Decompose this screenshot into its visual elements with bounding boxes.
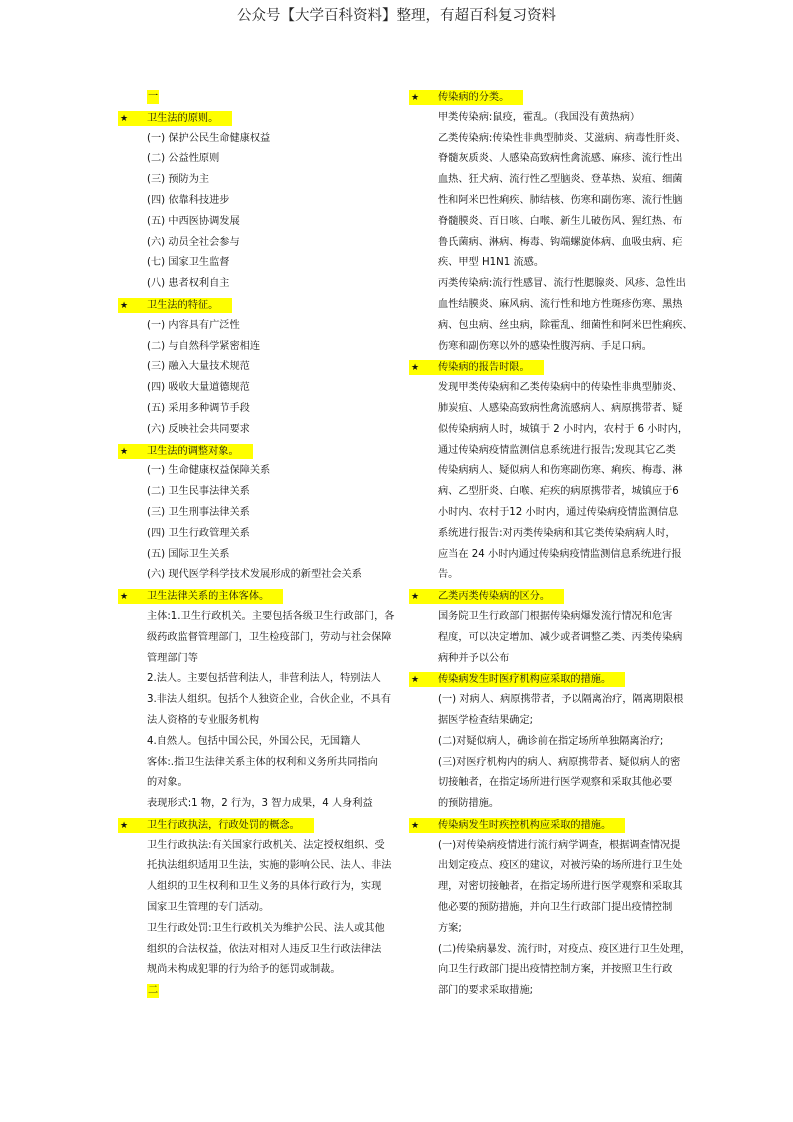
section-heading: [118, 295, 403, 316]
text-line: 脊髓灰质炎、人感染高致病性禽流感、麻疹、流行性出: [438, 153, 683, 165]
text-line: 向卫生行政部门提出疫情控制方案，并按照卫生行政: [438, 964, 673, 976]
text-line: 部门的要求采取措施;: [438, 985, 534, 997]
text-line: 告。: [438, 569, 459, 581]
text-line: (五) 中西医协调发展: [147, 215, 240, 227]
section-heading: [409, 669, 694, 690]
section-marker: [118, 87, 403, 108]
heading-highlight: [409, 90, 523, 105]
section-heading: [118, 108, 403, 129]
star-bullet-icon: ★: [411, 363, 420, 374]
text-line: 卫生行政执法:有关国家行政机关、法定授权组织、受: [147, 839, 385, 851]
text-line: (四) 依靠科技进步: [147, 194, 230, 206]
heading-highlight: [118, 444, 253, 459]
text-line: (一) 内容具有广泛性: [147, 319, 240, 331]
section-heading: [409, 586, 694, 607]
section-number-mark: 一: [148, 91, 159, 102]
right-column: [409, 87, 694, 1002]
text-line: (六) 现代医学科学技术发展形成的新型社会关系: [147, 569, 362, 581]
text-line: 肺炭疽、人感染高致病性禽流感病人、病原携带者、疑: [438, 402, 683, 414]
star-bullet-icon: ★: [120, 592, 129, 603]
left-column: [118, 87, 403, 1002]
text-line: 托执法组织适用卫生法，实施的影响公民、法人、非法: [147, 860, 392, 872]
section-heading: [409, 357, 694, 378]
text-line: (六) 反映社会共同要求: [147, 423, 250, 435]
text-line: 病、乙型肝炎、白喉、疟疾的病原携带者，城镇应于6: [438, 486, 679, 498]
text-line: (四) 吸收大量道德规范: [147, 382, 250, 394]
text-line: 4.自然人。包括中国公民，外国公民，无国籍人: [147, 735, 361, 747]
text-line: 血热、狂犬病、流行性乙型脑炎、登革热、炭疽、细菌: [438, 174, 683, 186]
text-line: 传染病病人、疑似病人和伤寒副伤寒、痢疾、梅毒、淋: [438, 465, 683, 477]
heading-highlight: [118, 111, 232, 126]
text-line: 人组织的卫生权利和卫生义务的具体行政行为，实现: [147, 881, 382, 893]
heading-text: 卫生法律关系的主体客体。: [147, 591, 270, 603]
star-bullet-icon: ★: [120, 300, 129, 311]
text-line: (六) 动员全社会参与: [147, 236, 240, 248]
heading-text: 卫生法的调整对象。: [147, 445, 239, 457]
text-line: 组织的合法权益，依法对相对人违反卫生行政法律法: [147, 943, 382, 955]
section-marker: [118, 981, 403, 1002]
heading-highlight: [118, 818, 314, 833]
text-line: (一) 保护公民生命健康权益: [147, 132, 271, 144]
text-line: 发现甲类传染病和乙类传染病中的传染性非典型肺炎、: [438, 382, 683, 394]
star-bullet-icon: ★: [120, 113, 129, 124]
text-line: 级药政监督管理部门，卫生检疫部门，劳动与社会保障: [147, 631, 392, 643]
heading-highlight: [409, 818, 625, 833]
text-line: (三) 卫生刑事法律关系: [147, 506, 250, 518]
star-bullet-icon: ★: [120, 820, 129, 831]
text-line: 血性结膜炎、麻风病、流行性和地方性斑疹伤寒、黑热: [438, 298, 683, 310]
heading-text: 卫生法的原则。: [147, 112, 219, 124]
text-line: 病种并予以公布: [438, 652, 510, 664]
text-line: 国务院卫生行政部门根据传染病爆发流行情况和危害: [438, 610, 673, 622]
text-line: 客体:.指卫生法律关系主体的权利和义务所共同指向: [147, 756, 378, 768]
text-line: 主体:1.卫生行政机关。主要包括各级卫生行政部门，各: [147, 610, 395, 622]
heading-text: 卫生法的特征。: [147, 299, 219, 311]
text-line: 据医学检查结果确定;: [438, 714, 534, 726]
text-line: 程度，可以决定增加、减少或者调整乙类、丙类传染病: [438, 631, 683, 643]
text-line: (二) 与自然科学紧密相连: [147, 340, 261, 352]
text-line: 应当在 24 小时内通过传染病疫情监测信息系统进行报: [438, 548, 682, 560]
text-line: 卫生行政处罚:卫生行政机关为维护公民、法人或其他: [147, 922, 385, 934]
text-line: 的预防措施。: [438, 798, 500, 810]
section-number-mark: 二: [148, 985, 159, 997]
text-line: (二)传染病暴发、流行时，对疫点、疫区进行卫生处理，: [438, 943, 691, 955]
text-line: 疾、甲型 H1N1 流感。: [438, 257, 545, 269]
heading-text: 传染病的分类。: [438, 92, 510, 103]
page-header: 公众号【大学百科资料】整理，有超百科复习资料: [237, 8, 556, 24]
section-heading: [118, 441, 403, 462]
section-heading: [118, 586, 403, 607]
star-bullet-icon: ★: [411, 93, 420, 103]
text-line: 方案;: [438, 922, 462, 934]
text-line: 他必要的预防措施，并向卫生行政部门提出疫情控制: [438, 902, 673, 914]
text-line: 伤寒和副伤寒以外的感染性腹泻病、手足口病。: [438, 340, 652, 352]
text-line: (二) 公益性原则: [147, 153, 220, 165]
text-line: 脊髓膜炎、百日咳、白喉、新生儿破伤风、猩红热、布: [438, 215, 683, 227]
text-line: (一)对传染病疫情进行流行病学调查，根据调查情况提: [438, 839, 681, 851]
text-line: 似传染病病人时，城镇于 2 小时内，农村于 6 小时内，: [438, 423, 689, 435]
text-line: 管理部门等: [147, 652, 198, 664]
heading-highlight: [409, 589, 564, 604]
text-line: 表现形式:1 物，2 行为，3 智力成果，4 人身利益: [147, 798, 373, 810]
text-line: 系统进行报告:对丙类传染病和其它类传染病病人时，: [438, 527, 676, 539]
text-line: (一) 生命健康权益保障关系: [147, 465, 271, 477]
text-line: 丙类传染病:流行性感冒、流行性腮腺炎、风疹、急性出: [438, 278, 686, 290]
section-heading: [409, 815, 694, 836]
text-line: (七) 国家卫生监督: [147, 257, 230, 269]
heading-highlight: [118, 298, 232, 313]
text-line: (四) 卫生行政管理关系: [147, 527, 250, 539]
text-line: (三)对医疗机构内的病人、病原携带者、疑似病人的密: [438, 756, 681, 768]
heading-text: 传染病发生时医疗机构应采取的措施。: [438, 674, 612, 686]
text-line: (三) 融入大量技术规范: [147, 361, 250, 373]
heading-text: 传染病的报告时限。: [438, 362, 530, 374]
heading-text: 传染病发生时疾控机构应采取的措施。: [438, 819, 612, 831]
text-line: (三) 预防为主: [147, 174, 210, 186]
text-line: (八) 患者权利自主: [147, 278, 230, 290]
text-line: (五) 采用多种调节手段: [147, 402, 250, 414]
text-line: 的对象。: [147, 777, 188, 789]
text-line: 法人资格的专业服务机构: [147, 714, 260, 726]
star-bullet-icon: ★: [411, 675, 420, 686]
text-line: (二) 卫生民事法律关系: [147, 486, 250, 498]
text-line: 病、包虫病、丝虫病，除霍乱、细菌性和阿米巴性痢疾、: [438, 319, 693, 331]
text-line: 切接触者，在指定场所进行医学观察和采取其他必要: [438, 777, 673, 789]
text-line: 小时内、农村于12 小时内，通过传染病疫情监测信息: [438, 506, 679, 518]
section-heading: [409, 87, 694, 108]
text-line: (一) 对病人、病原携带者，予以隔离治疗，隔离期限根: [438, 694, 684, 706]
heading-highlight: [409, 360, 544, 375]
text-line: 3.非法人组织。包括个人独资企业，合伙企业，不具有: [147, 694, 392, 706]
text-line: 2.法人。主要包括营利法人，非营利法人，特别法人: [147, 673, 381, 685]
star-bullet-icon: ★: [120, 446, 129, 457]
heading-highlight: [118, 589, 283, 604]
section-heading: [118, 815, 403, 836]
star-bullet-icon: ★: [411, 592, 420, 603]
text-line: 国家卫生管理的专门活动。: [147, 902, 270, 914]
heading-text: 卫生行政执法，行政处罚的概念。: [147, 819, 300, 831]
heading-text: 乙类丙类传染病的区分。: [438, 591, 551, 603]
heading-highlight: [409, 672, 625, 687]
text-line: (二)对疑似病人，确诊前在指定场所单独隔离治疗;: [438, 735, 664, 747]
text-line: 理，对密切接触者，在指定场所进行医学观察和采取其: [438, 881, 683, 893]
star-bullet-icon: ★: [411, 820, 420, 831]
text-line: 出划定疫点、疫区的建议，对被污染的场所进行卫生处: [438, 860, 683, 872]
text-line: 乙类传染病:传染性非典型肺炎、艾滋病、病毒性肝炎、: [438, 132, 686, 144]
text-line: 鲁氏菌病、淋病、梅毒、钩端螺旋体病、血吸虫病、疟: [438, 236, 683, 248]
text-line: 性和阿米巴性痢疾、肺结核、伤寒和副伤寒、流行性脑: [438, 194, 683, 206]
text-line: (五) 国际卫生关系: [147, 548, 230, 560]
text-line: 规尚未构成犯罪的行为给予的惩罚或制裁。: [147, 964, 341, 976]
text-line: 甲类传染病:鼠疫，霍乱。（我国没有黄热病）: [438, 111, 641, 123]
text-line: 通过传染病疫情监测信息系统进行报告;发现其它乙类: [438, 444, 676, 456]
